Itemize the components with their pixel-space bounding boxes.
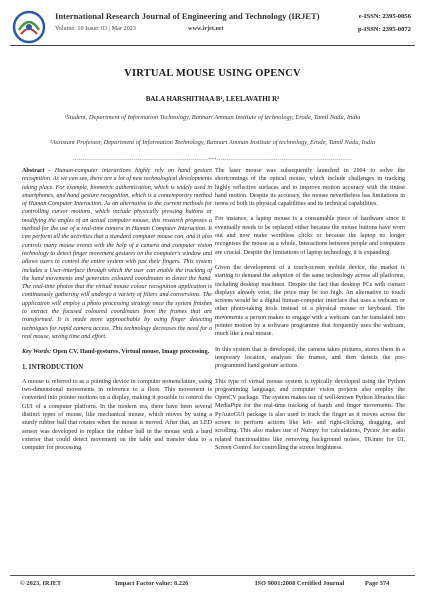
- paper-title: VIRTUAL MOUSE USING OPENCV: [124, 68, 301, 79]
- p-issn: p-ISSN: 2395-0072: [358, 26, 411, 33]
- paper-authors: BALA HARSHITHAA B¹, LEELAVATHI R²: [145, 95, 280, 103]
- keywords-label: Key Words:: [22, 348, 52, 356]
- footer-copyright: © 2023, IRJET: [20, 580, 62, 587]
- body-paragraph-2: For instance, a laptop mouse is a consumable piece of hardware since it eventually needs to be replaced either because the mouse buttons have worn out and now make worthless clicks or because the laptop no longer recognises the mouse as a whole. Interactions between people and computers are crucial. Despite the limitations of laptop technology, it is expanding.: [215, 216, 405, 256]
- header-divider: [10, 45, 415, 46]
- abstract-label: Abstract -: [22, 168, 51, 174]
- keywords: [22, 348, 212, 356]
- introduction-paragraph: A mouse is referred to as a pointing device in computer nomenclature, using two-dimensional movements in reference to a floor. This movement is converted into pointer motions on a display, making it possible to control the GUI of a computer platform. In the modern era, there have been several distinct types of mouse, like mechanical mouse, which moves by using a sturdy rubber ball that rotates when the mouse is moved. After that, an LED sensor was developed to replace the rubber ball in the mouse with a hard exterior that could detect movement on the table and transfer data to a computer for processing.: [22, 378, 212, 452]
- abstract-text: Human-computer interactions highly rely on hand gesture recognition. As we can see, there are a lot of new technological developments taking place. For example, biometric authentication, which is widely used in smartphones, and hand gesture recognition, which is a contemporary method of Human Computer Interaction. As an alternative to the current methods for controlling cursor motions, which include physically pressing buttons or modifying the angles of an actual computer mouse, this research proposes a method for the use of a real-time camera in Human Computer Interaction. It can perform all the activities that a standard computer mouse can, and it also controls many mouse events with the help of a camera and computer vision technology to detect finger movement gestures on the computer's window and allows users to control the entire system with just their fingers. This system includes a User-interface through which the user can enable the tracking of the hand movements and generates coloured coordinates to detect the hand. The real-time photos that the virtual mouse colour recognition application is continuously gathering will undergo a variety of filters and conversions. The application will employ a photo processing strategy once the system finishes to extract the focused coloured coordinates from the frames that are transformed. It is made more approachable by using finger detecting techniques for rapid camera access. This technology decreases the need for a real mouse, saving time and effort.: [22, 168, 212, 340]
- introduction-heading: 1. INTRODUCTION: [22, 363, 84, 371]
- right-column: [215, 167, 405, 459]
- journal-website: www.irjet.net: [188, 25, 224, 32]
- affiliation-1: ¹Student, Department of Information Technology, Bannari Amman Institute of technology, Erode, Tamil Nadu, India: [64, 114, 361, 121]
- irjet-logo-icon: [12, 10, 46, 44]
- body-paragraph-4: In this system that is developed, the camera takes pictures, stores them in a temporary location, analyses the frames, and then detects the pre-programmed hand gesture actions.: [215, 346, 405, 370]
- affiliation-2: ²Assistant Professor, Department of Information Technology, Bannari Amman Institute of technology, Erode, Tamil Nadu, India: [49, 139, 376, 146]
- keywords-text: Open CV, Hand-gestures, Virtual mouse, Image processing.: [51, 348, 210, 356]
- footer-impact-factor: Impact Factor value: 8.226: [115, 580, 189, 587]
- footer-divider: [10, 575, 415, 576]
- abstract: [22, 167, 212, 341]
- body-paragraph-5: This type of virtual mouse system is typically developed using the Python programming language, and computer vision projects also employ the OpenCV package. The system makes use of well-known Python libraries like MediaPipe for the real-time tracking of hands and finger movements. The PyAutoGUI package is also used to track the finger as it moves across the screen to perform actions like left- and right-clicking, dragging, and scrolling. This also makes use of Numpy for calculations, Pycaw for audio related functionalities like removing background noises, TKinter for UI, Screen Control for controlling the screen brightness.: [215, 378, 405, 451]
- volume-issue: Volume: 10 Issue: 03 | Mar 2023: [55, 25, 136, 32]
- footer-iso: ISO 9001:2008 Certified Journal: [255, 580, 345, 587]
- e-issn: e-ISSN: 2395-0056: [358, 13, 411, 20]
- body-paragraph-1: The laser mouse was subsequently launched in 2004 to solve the shortcomings of the optical mouse, which include challenges in tracking highly reflective surfaces and to improve motion accuracy with the tiniest hand motion. Despite its accuracy, the mouse nevertheless has limitations in terms of both its physical capabilities and its technical capabilities.: [215, 168, 405, 208]
- left-column: [22, 167, 212, 460]
- footer-page-number: Page 374: [365, 580, 390, 587]
- body-paragraph-3: Given the development of a touch-screen mobile device, the market is starting to demand the adoption of the same technology across all platforms, including desktop machines. Despite the fact that desktop PCs with contact displays already exist, the price may be too high. An alternative to touch screens would be a digital human-computer interface that uses a webcam or other photo-taking tools instead of a physical mouse or keyboard. The movements a person makes to engage with a webcam can be translated into pointer motion by a software programme that frequently uses the webcam, much like a real mouse.: [215, 264, 405, 338]
- journal-header: [10, 8, 415, 48]
- journal-title: International Research Journal of Engineering and Technology (IRJET): [55, 11, 320, 21]
- section-separator: ---------------------------------------------------------------------***---------------------------------------------------------------------: [72, 158, 353, 163]
